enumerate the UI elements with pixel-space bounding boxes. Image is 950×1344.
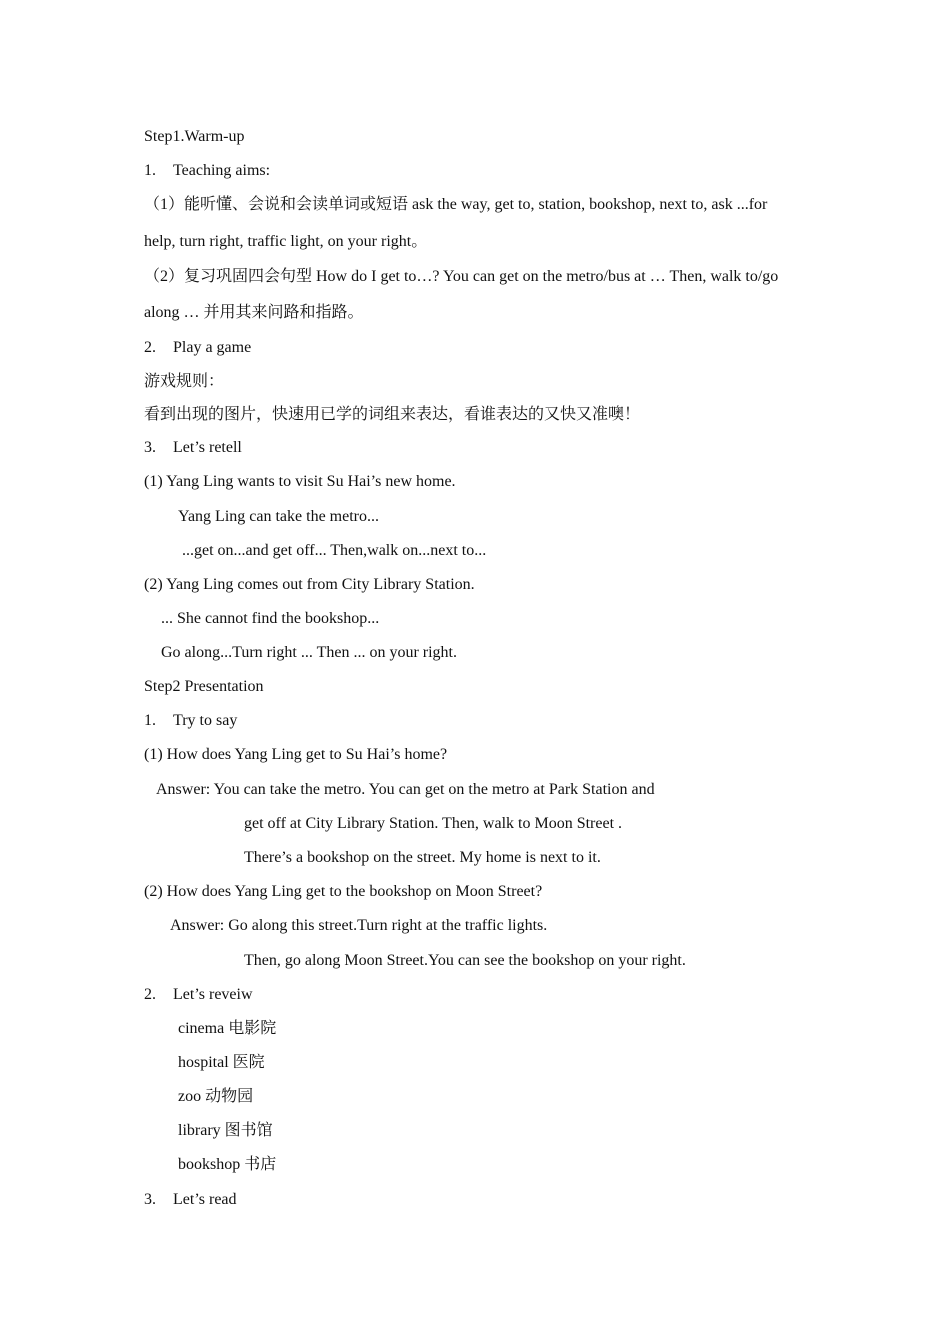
item-number: 3.	[144, 1191, 156, 1208]
item-label: Teaching aims:	[173, 162, 271, 179]
question-2: (2) How does Yang Ling get to the bookshop on Moon Street?	[144, 883, 543, 900]
aim-2-line-2: along … 并用其来问路和指路。	[144, 304, 364, 321]
aim-1-line-1: （1）能听懂、会说和会读单词或短语 ask the way, get to, station, bookshop, next to, ask ...for	[144, 196, 768, 213]
vocab-item-hospital: hospital 医院	[178, 1054, 265, 1071]
item-label: Let’s read	[173, 1191, 237, 1208]
retell-1-line-1: (1) Yang Ling wants to visit Su Hai’s new home.	[144, 473, 456, 490]
item-label: Let’s retell	[173, 439, 242, 456]
retell-2-line-1: (2) Yang Ling comes out from City Library Station.	[144, 576, 475, 593]
step1-title: Step1.Warm-up	[144, 128, 245, 145]
retell-2-line-2: ... She cannot find the bookshop...	[161, 610, 380, 627]
step2-title: Step2 Presentation	[144, 678, 264, 695]
item-number: 2.	[144, 339, 156, 356]
item-label: Try to say	[173, 712, 238, 729]
item-number: 1.	[144, 712, 156, 729]
game-rules-text: 看到出现的图片，快速用已学的词组来表达，看谁表达的又快又准噢！	[144, 406, 641, 423]
question-1: (1) How does Yang Ling get to Su Hai’s home?	[144, 746, 448, 763]
retell-1-line-2: Yang Ling can take the metro...	[178, 508, 379, 525]
vocab-item-bookshop: bookshop 书店	[178, 1156, 277, 1173]
game-rules-title: 游戏规则：	[144, 373, 225, 390]
vocab-item-cinema: cinema 电影院	[178, 1020, 277, 1037]
retell-2-line-3: Go along...Turn right ... Then ... on your right.	[161, 644, 457, 661]
step2-item-1	[144, 711, 237, 731]
step2-item-2	[144, 985, 253, 1005]
answer-2-line-2: Then, go along Moon Street.You can see the bookshop on your right.	[244, 952, 686, 969]
retell-1-line-3: ...get on...and get off... Then,walk on...next to...	[182, 542, 487, 559]
item-label: Play a game	[173, 339, 252, 356]
step2-item-3	[144, 1190, 237, 1210]
answer-1-line-1: Answer: You can take the metro. You can get on the metro at Park Station and	[156, 781, 655, 798]
aim-1-line-2: help, turn right, traffic light, on your right。	[144, 233, 428, 250]
step1-item-3	[144, 438, 242, 458]
item-label: Let’s reveiw	[173, 986, 253, 1003]
answer-1-line-2: get off at City Library Station. Then, walk to Moon Street .	[244, 815, 623, 832]
answer-1-line-3: There’s a bookshop on the street. My home is next to it.	[244, 849, 601, 866]
item-number: 3.	[144, 439, 156, 456]
vocab-item-zoo: zoo 动物园	[178, 1088, 254, 1105]
answer-2-line-1: Answer: Go along this street.Turn right at the traffic lights.	[170, 917, 548, 934]
item-number: 1.	[144, 162, 156, 179]
vocab-item-library: library 图书馆	[178, 1122, 273, 1139]
aim-2-line-1: （2）复习巩固四会句型 How do I get to…? You can get on the metro/bus at … Then, walk to/go	[144, 268, 779, 285]
step1-item-2	[144, 338, 251, 358]
step1-item-1	[144, 161, 270, 181]
item-number: 2.	[144, 986, 156, 1003]
